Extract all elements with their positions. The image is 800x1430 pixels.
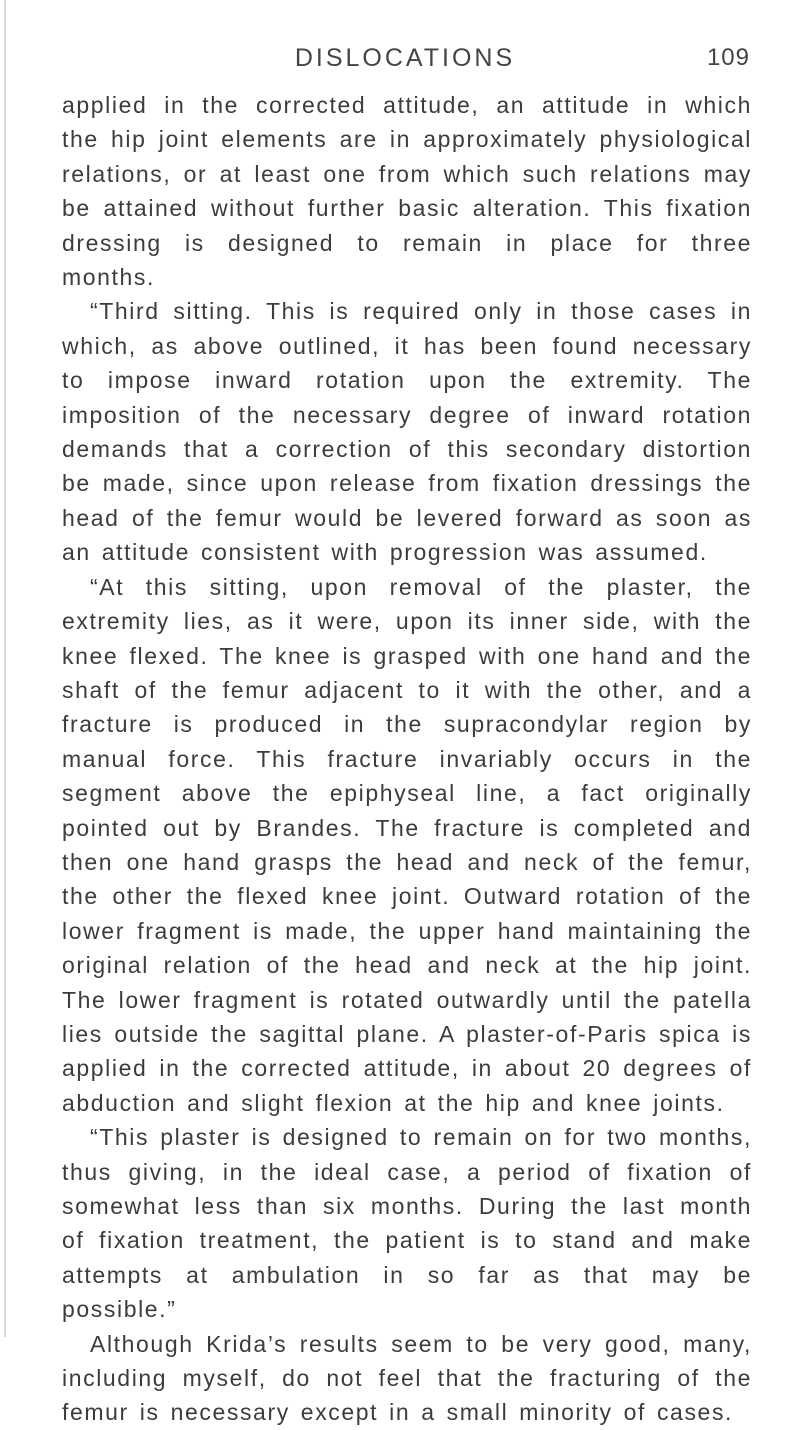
paragraph-third-sitting: “Third sitting. This is required only in those cases in which, as above outlined, it has been found necessary to impose inward rotation upon the extremity. The imposition of the necessary degree of inward rotation demands that a correction of this secondary distortion be made, since upon release from fixation dressings the head of the femur would be levered forward as soon as an attitude consistent with progression was assumed.: [62, 298, 752, 566]
running-title: DISLOCATIONS: [294, 44, 516, 72]
page-number: 109: [706, 44, 750, 71]
body-text: [62, 88, 752, 1430]
paragraph-continuation: applied in the corrected attitude, an attitude in which the hip joint elements are in approximately physiological relations, or at least one from which such relations may be attained without further basic alteration. This fixation dressing is designed to remain in place for three months.: [62, 92, 752, 291]
page-gutter-edge: [4, 0, 6, 1337]
paragraph-plaster-duration: “This plaster is designed to remain on for two months, thus giving, in the ideal case, a period of fixation of somewhat less than six months. During the last month of fixation treatment, the patient is to stand and make attempts at ambulation in so far as that may be possible.”: [62, 1124, 752, 1323]
paragraph-at-this-sitting: “At this sitting, upon removal of the plaster, the extremity lies, as it were, upon its inner side, with the knee flexed. The knee is grasped with one hand and the shaft of the femur adjacent to it with the other, and a fracture is produced in the supracondylar region by manual force. This fracture invariably occurs in the segment above the epiphyseal line, a fact originally pointed out by Brandes. The fracture is completed and then one hand grasps the head and neck of the femur, the other the flexed knee joint. Outward rotation of the lower fragment is made, the upper hand maintaining the original relation of the head and neck at the hip joint. The lower fragment is rotated outwardly until the patella lies outside the sagittal plane. A plaster-of-Paris spica is applied in the corrected attitude, in about 20 degrees of abduction and slight flexion at the hip and knee joints.: [62, 573, 752, 1116]
paragraph-krida-results: Although Krida’s results seem to be very good, many, including myself, do not feel that the fracturing of the femur is necessary except in a small minority of cases.: [62, 1330, 752, 1426]
running-head: [60, 44, 750, 84]
